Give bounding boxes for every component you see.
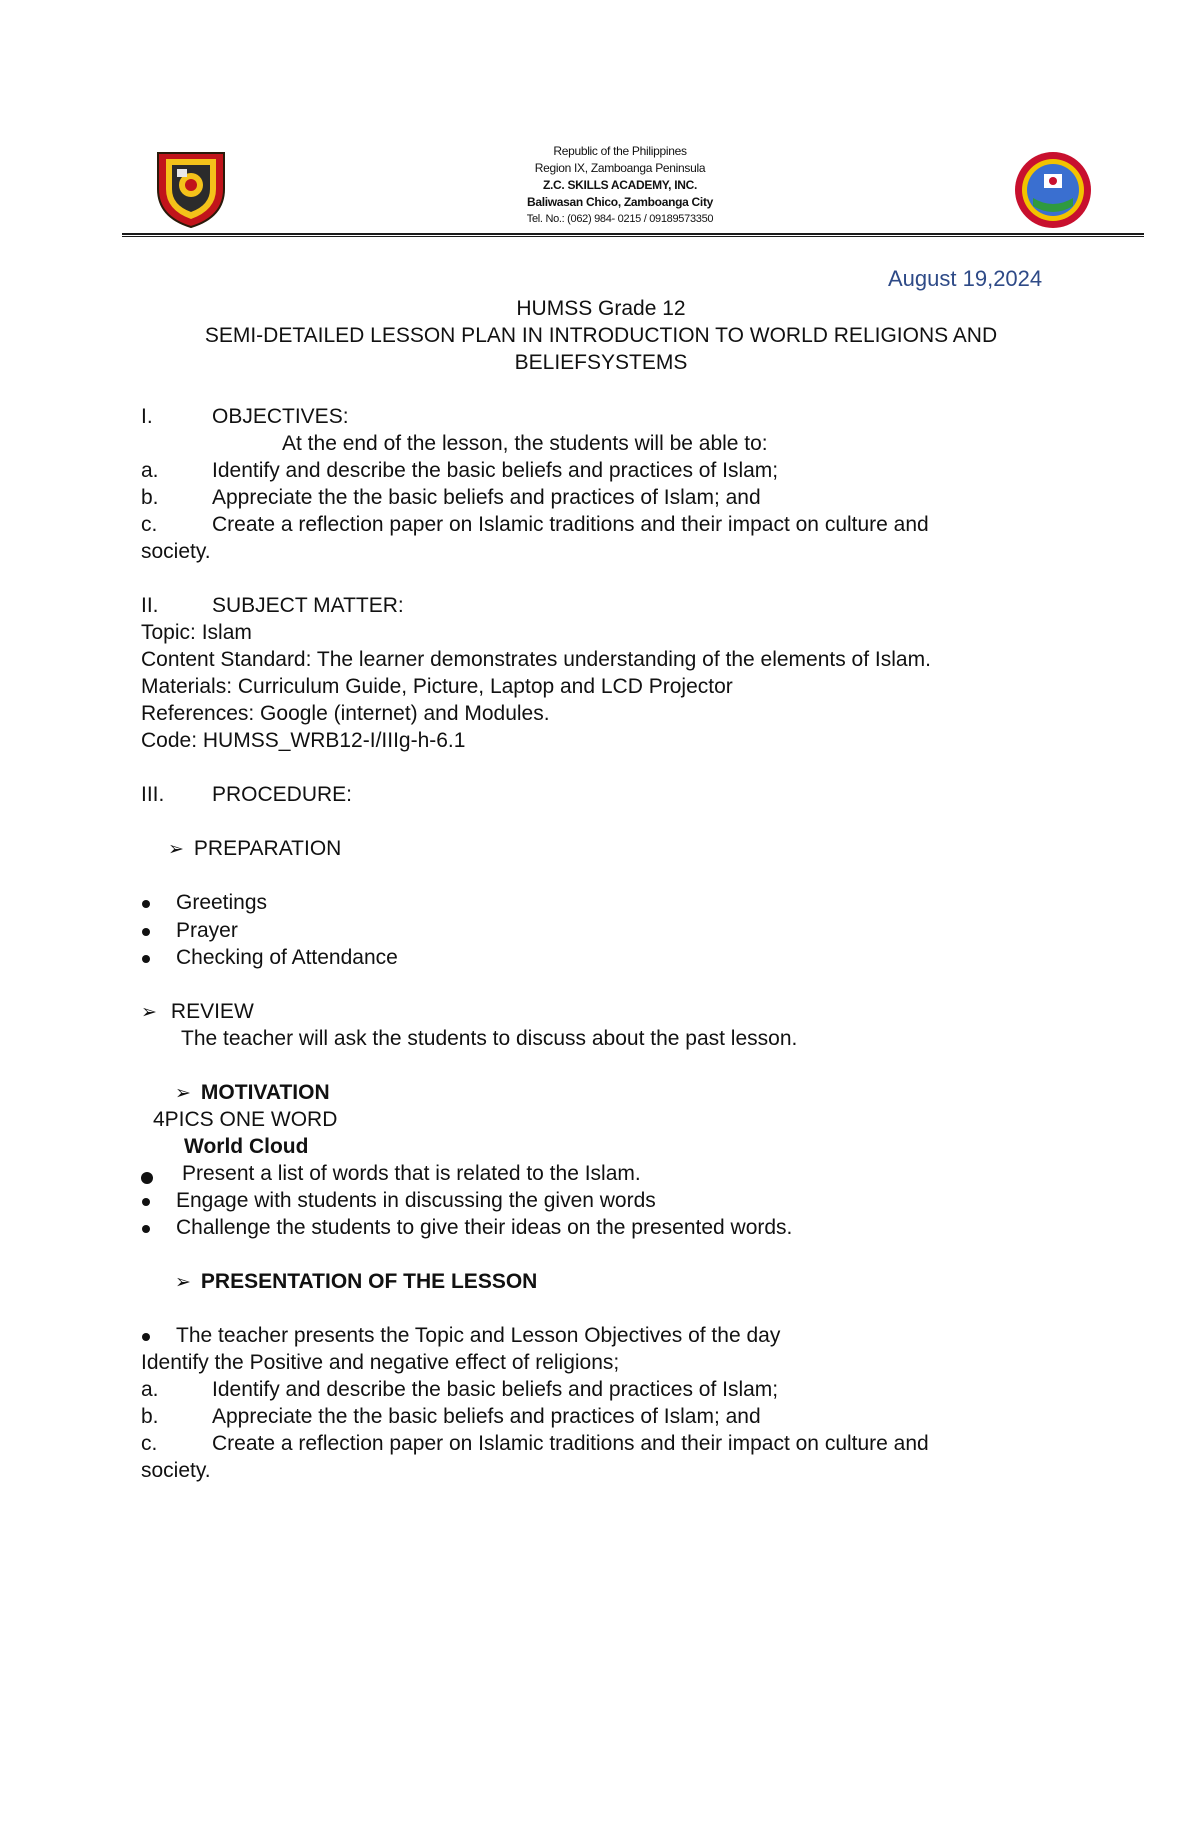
motivation-heading: MOTIVATION [200,1081,330,1104]
presentation-objective-continued: society. [141,1459,211,1482]
objective-text: Create a reflection paper on Islamic traditions and their impact on culture and [212,513,929,536]
preparation-item: Prayer [176,919,238,942]
arrow-bullet-icon: ➢ [141,1002,157,1023]
bullet-icon [142,900,150,908]
objective-letter: b. [141,486,159,509]
bullet-icon [141,1172,153,1184]
bullet-icon [142,1333,150,1341]
letterhead-address: Baliwasan Chico, Zamboanga City [526,195,714,209]
objectives-heading: OBJECTIVES: [212,405,349,428]
objective-text: Identify and describe the basic beliefs and practices of Islam; [212,459,779,482]
presentation-objective: Create a reflection paper on Islamic traditions and their impact on culture and [212,1432,929,1455]
presentation-letter: b. [141,1405,159,1428]
grade-title: HUMSS Grade 12 [516,297,686,320]
header-divider [122,233,1144,235]
presentation-objective: Appreciate the the basic beliefs and practices of Islam; and [212,1405,761,1428]
procedure-heading: PROCEDURE: [212,783,353,806]
review-heading-row [141,998,254,1026]
preparation-heading: PREPARATION [193,837,342,860]
subject-matter-heading: SUBJECT MATTER: [212,594,404,617]
objective-text-continued: society. [141,540,211,563]
plan-title-line2: BELIEFSYSTEMS [514,351,688,374]
motivation-item: Present a list of words that is related to the Islam. [182,1162,641,1185]
bullet-icon [142,1225,150,1233]
preparation-heading-row [168,835,341,863]
objective-text: Appreciate the the basic beliefs and practices of Islam; and [212,486,761,509]
presentation-objective: Identify and describe the basic beliefs and practices of Islam; [212,1378,779,1401]
presentation-letter: a. [141,1378,159,1401]
bullet-icon [142,928,150,936]
arrow-bullet-icon: ➢ [175,1083,191,1104]
review-text: The teacher will ask the students to discuss about the past lesson. [181,1027,798,1050]
presentation-letter: c. [141,1432,158,1455]
subject-code: Code: HUMSS_WRB12-I/IIIg-h-6.1 [141,729,466,752]
presentation-heading: PRESENTATION OF THE LESSON [200,1270,538,1293]
school-seal-logo [1013,150,1093,230]
subject-matter-number: II. [141,594,159,617]
procedure-number: III. [141,783,165,806]
subject-topic: Topic: Islam [141,621,252,644]
letterhead [450,143,790,228]
review-heading: REVIEW [170,1000,254,1023]
letterhead-republic: Republic of the Philippines [553,144,687,158]
arrow-bullet-icon: ➢ [168,839,184,860]
preparation-item: Checking of Attendance [176,946,398,969]
letterhead-region: Region IX, Zamboanga Peninsula [534,161,706,175]
bullet-icon [142,955,150,963]
motivation-item: Challenge the students to give their ideas on the presented words. [176,1216,793,1239]
letterhead-telephone: Tel. No.: (062) 984- 0215 / 09189573350 [526,213,714,225]
objectives-number: I. [141,405,153,428]
motivation-heading-row [175,1079,330,1107]
objective-letter: c. [141,513,158,536]
motivation-game: 4PICS ONE WORD [153,1108,338,1131]
lesson-date: August 19,2024 [888,266,1043,291]
header-divider-thin [122,236,1144,237]
bullet-icon [142,1198,150,1206]
plan-title-line1: SEMI-DETAILED LESSON PLAN IN INTRODUCTION TO WORLD RELIGIONS AND [204,324,998,347]
presentation-heading-row [175,1268,537,1296]
preparation-item: Greetings [176,891,268,914]
presentation-intro: Identify the Positive and negative effect of religions; [141,1351,620,1374]
subject-references: References: Google (internet) and Modules. [141,702,550,725]
objectives-intro: At the end of the lesson, the students will be able to: [282,432,768,455]
motivation-activity: World Cloud [184,1135,309,1158]
objective-letter: a. [141,459,159,482]
subject-materials: Materials: Curriculum Guide, Picture, Laptop and LCD Projector [141,675,733,698]
arrow-bullet-icon: ➢ [175,1272,191,1293]
motivation-item: Engage with students in discussing the given words [176,1189,656,1212]
subject-content-standard: Content Standard: The learner demonstrates understanding of the elements of Islam. [141,648,931,671]
letterhead-school-name: Z.C. SKILLS ACADEMY, INC. [542,178,698,192]
school-emblem-logo [150,147,232,229]
presentation-bullet-text: The teacher presents the Topic and Lesson Objectives of the day [176,1324,781,1347]
